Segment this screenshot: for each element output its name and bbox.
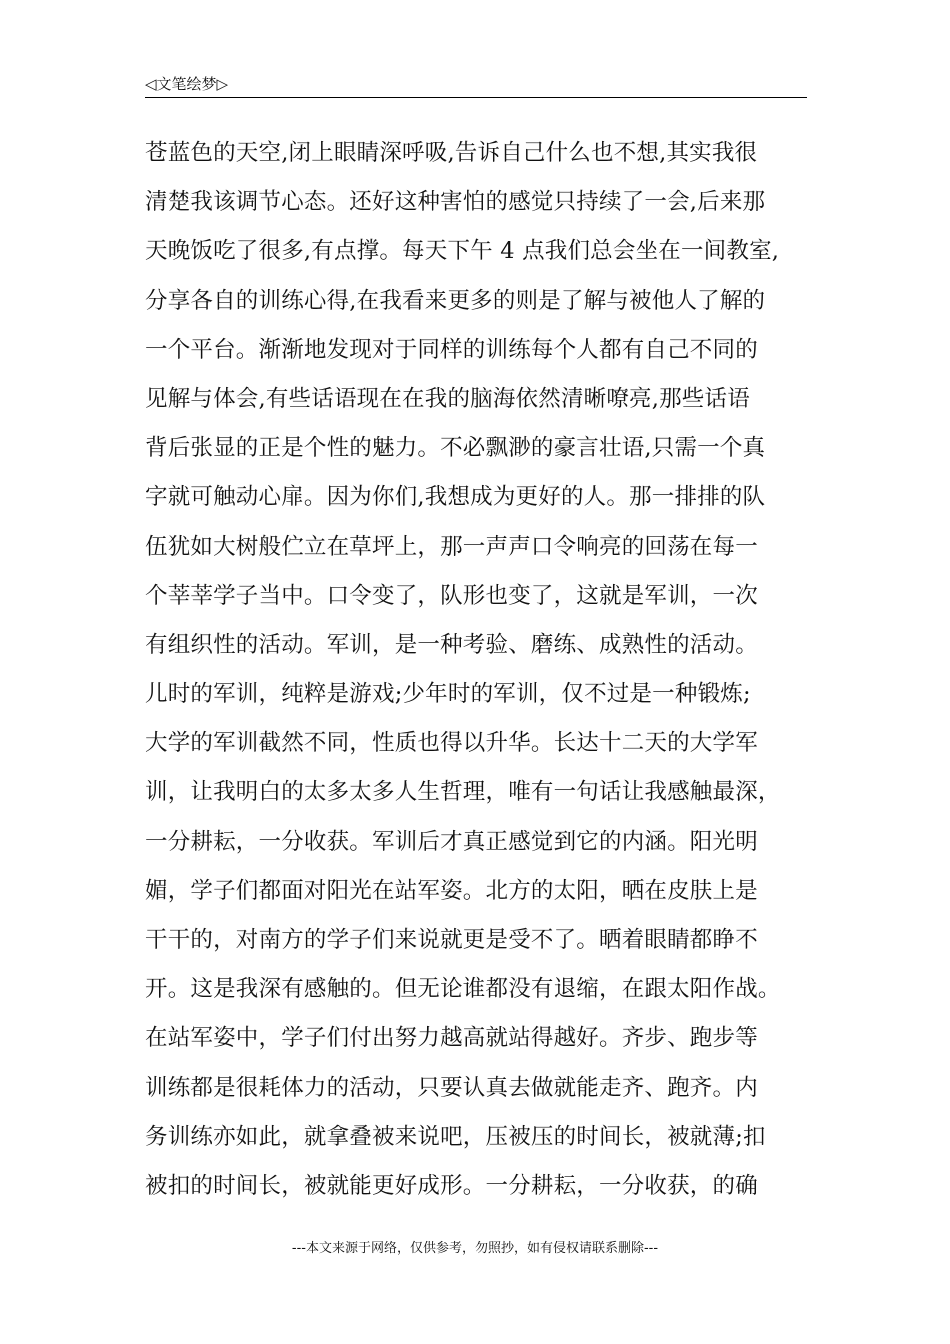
body-line: 儿时的军训，纯粹是游戏;少年时的军训，仅不过是一种锻炼; <box>145 681 751 708</box>
document-body <box>145 129 810 1211</box>
body-line: 伍犹如大树般伫立在草坪上，那一声声口令响亮的回荡在每一 <box>145 533 758 560</box>
header-divider <box>145 97 807 98</box>
body-line: 分享各自的训练心得,在我看来更多的则是了解与被他人了解的 <box>145 287 766 314</box>
body-line: 天晚饭吃了很多,有点撑。每天下午 4 点我们总会坐在一间教室, <box>145 238 780 265</box>
body-line: 大学的军训截然不同，性质也得以升华。长达十二天的大学军 <box>145 730 758 757</box>
body-line: 一个平台。渐渐地发现对于同样的训练每个人都有自己不同的 <box>145 336 758 363</box>
page-header <box>145 72 807 98</box>
body-line: 一分耕耘，一分收获。军训后才真正感觉到它的内涵。阳光明 <box>145 828 758 855</box>
body-line: 被扣的时间长，被就能更好成形。一分耕耘，一分收获，的确 <box>145 1172 758 1199</box>
body-line: 背后张显的正是个性的魅力。不必飘渺的豪言壮语,只需一个真 <box>145 435 766 462</box>
body-line: 个莘莘学子当中。口令变了，队形也变了，这就是军训，一次 <box>145 582 758 609</box>
body-line: 有组织性的活动。军训，是一种考验、磨练、成熟性的活动。 <box>145 631 758 658</box>
body-line: 清楚我该调节心态。还好这种害怕的感觉只持续了一会,后来那 <box>145 189 766 216</box>
body-line: 字就可触动心扉。因为你们,我想成为更好的人。那一排排的队 <box>145 484 766 511</box>
body-line: 在站军姿中，学子们付出努力越高就站得越好。齐步、跑步等 <box>145 1025 758 1052</box>
body-line: 媚，学子们都面对阳光在站军姿。北方的太阳，晒在皮肤上是 <box>145 877 758 904</box>
body-line: 苍蓝色的天空,闭上眼睛深呼吸,告诉自己什么也不想,其实我很 <box>145 140 758 166</box>
header-title: ◁文笔绘梦▷ <box>145 75 229 93</box>
body-line: 训，让我明白的太多太多人生哲理，唯有一句话让我感触最深， <box>145 779 781 806</box>
body-line: 训练都是很耗体力的活动，只要认真去做就能走齐、跑齐。内 <box>145 1074 758 1101</box>
body-line: 务训练亦如此，就拿叠被来说吧，压被压的时间长，被就薄;扣 <box>145 1123 766 1150</box>
footer-disclaimer: ---本文来源于网络，仅供参考，勿照抄，如有侵权请联系删除--- <box>291 1241 659 1256</box>
body-line: 开。这是我深有感触的。但无论谁都没有退缩，在跟太阳作战。 <box>145 976 781 1003</box>
body-line: 见解与体会,有些话语现在在我的脑海依然清晰嘹亮,那些话语 <box>145 385 750 412</box>
body-line: 干干的，对南方的学子们来说就更是受不了。晒着眼睛都睁不 <box>145 927 758 953</box>
